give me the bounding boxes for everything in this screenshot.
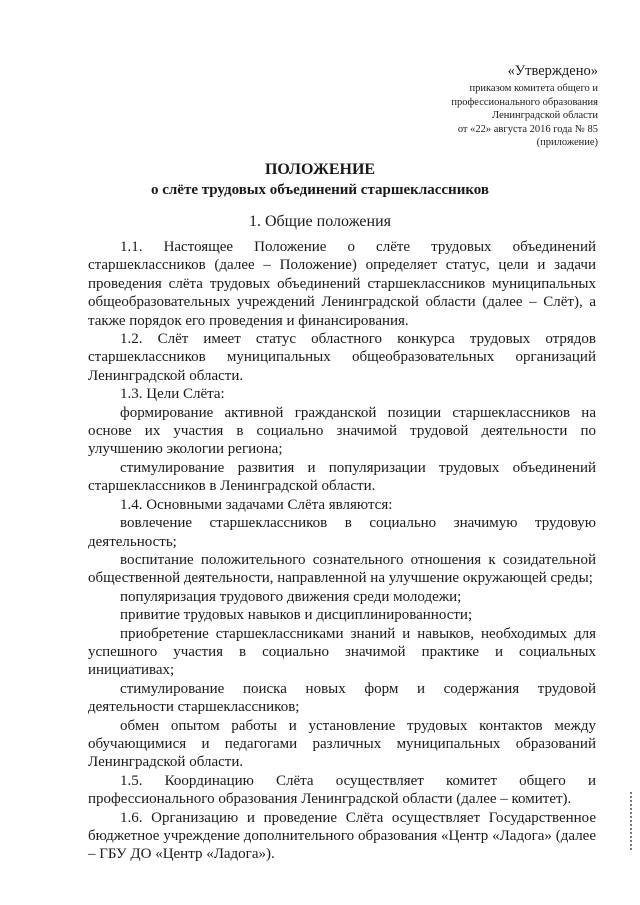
paragraph-1-4: 1.4. Основными задачами Слёта являются: — [120, 496, 393, 513]
section-heading: 1. Общие положения — [248, 213, 392, 230]
task-item: популяризация трудового движения среди молодежи; — [120, 588, 462, 605]
approval-line: профессионального образования — [451, 96, 598, 108]
approval-line: приказом комитета общего и — [469, 83, 598, 94]
paragraph-1-2: 1.2. Слёт имеет статус областного конкурса трудовых отрядов старшеклассников муниципальных общеобразовательных организаций Ленинградской области. — [88, 331, 596, 384]
title-main: ПОЛОЖЕНИЕ — [264, 161, 376, 178]
task-item: приобретение старшеклассниками знаний и навыков, необходимых для успешного участия в социально значимой практике и социальных инициативах; — [88, 625, 596, 679]
paragraph-1-6: 1.6. Организацию и проведение Слёта осуществляет Государственное бюджетное учреждение дополнительного образования «Центр «Ладога» (далее – ГБУ ДО «Центр «Ладога»). — [88, 809, 596, 863]
paragraph-1-1: 1.1. Настоящее Положение о слёте трудовых объединений старшеклассников (далее – Положение) определяет статус, цели и задачи проведения слёта трудовых объединений старшеклассников муниципальных общеобразовательных учреждений Ленинградской области (далее – Слёт), а также порядок его проведения и финансирования. — [88, 239, 596, 329]
task-item: привитие трудовых навыков и дисциплинированности; — [120, 607, 473, 624]
paragraph-1-3: 1.3. Цели Слёта: — [120, 386, 225, 403]
goal-item: стимулирование развития и популяризации трудовых объединений старшеклассников в Ленинградской области. — [88, 459, 596, 495]
approval-line: Ленинградской области — [492, 110, 598, 122]
paragraph-1-5: 1.5. Координацию Слёта осуществляет комитет общего и профессионального образования Ленинградской области (далее – комитет). — [88, 772, 596, 808]
task-item: стимулирование поиска новых форм и содержания трудовой деятельности старшеклассников; — [88, 680, 596, 716]
goal-item: формирование активной гражданской позиции старшеклассников на основе их участия в социально значимой трудовой деятельности по улучшению экологии региона; — [88, 404, 596, 458]
title-subtitle: о слёте трудовых объединений старшеклассников — [150, 182, 490, 198]
scan-edge-mark — [630, 792, 634, 850]
approval-line: от «22» августа 2016 года № 85 — [457, 123, 598, 135]
approval-block — [358, 62, 598, 150]
task-item: обмен опытом работы и установление трудовых контактов между обучающимися и педагогами различных муниципальных образований Ленинградской области. — [88, 717, 596, 771]
approval-line: (приложение) — [536, 137, 598, 149]
document-body — [88, 238, 596, 864]
document-title — [0, 160, 640, 200]
task-item: вовлечение старшеклассников в социально значимую трудовую деятельность; — [88, 515, 596, 550]
task-item: воспитание положительного сознательного отношения к созидательной общественной деятельности, направленной на улучшение окружающей среды; — [88, 551, 596, 587]
approval-heading: «Утверждено» — [507, 63, 598, 79]
